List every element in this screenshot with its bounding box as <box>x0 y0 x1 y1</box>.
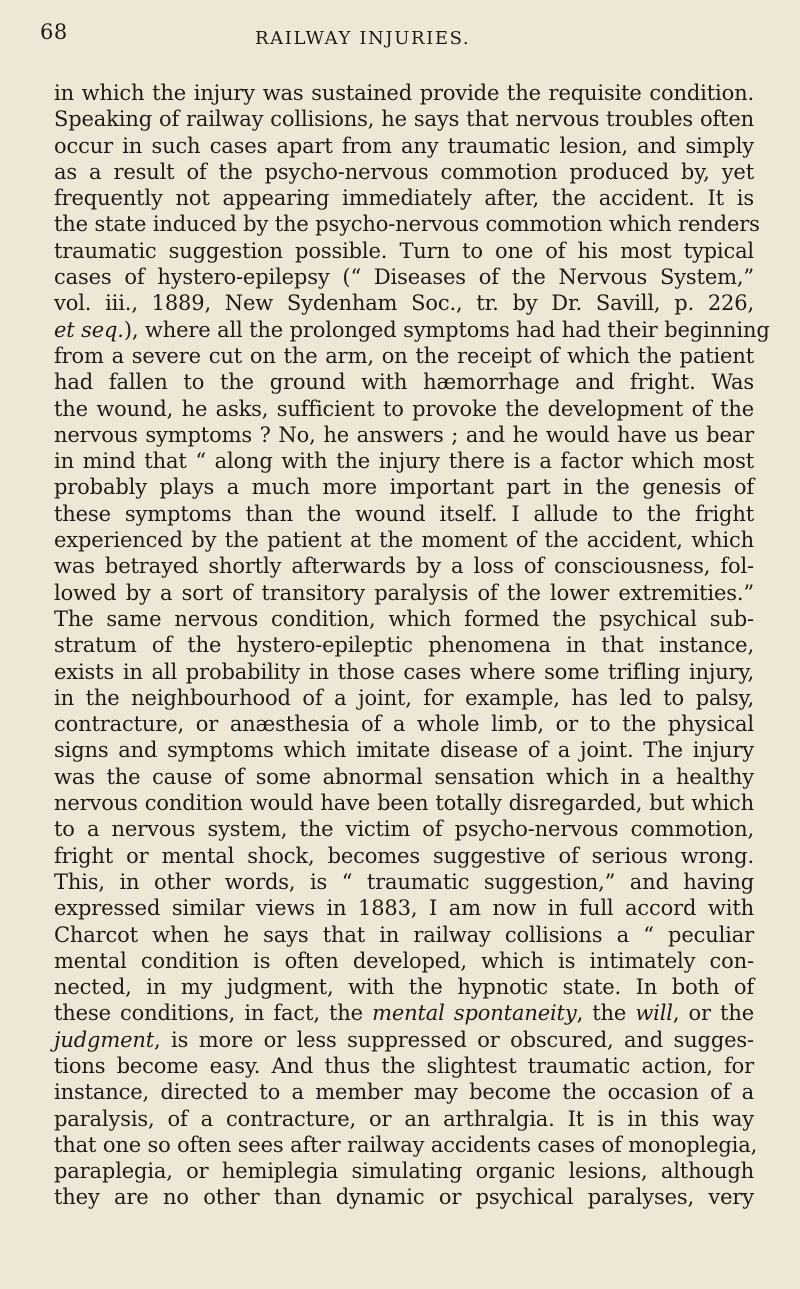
text-line: these conditions, in fact, the mental spontaneity, the will, or the <box>54 1001 754 1026</box>
text-line: had fallen to the ground with hæmorrhage and fright. Was <box>54 370 754 395</box>
text-line: the wound, he asks, sufficient to provoke the development of the <box>54 396 754 421</box>
page-number: 68 <box>40 20 68 44</box>
text-line: as a result of the psycho-nervous commotion produced by, yet <box>54 159 754 184</box>
text-line: contracture, or anæsthesia of a whole limb, or to the physical <box>54 712 754 737</box>
text-line: judgment, is more or less suppressed or obscured, and sugges- <box>54 1027 754 1052</box>
text-line: tions become easy. And thus the slightest traumatic action, for <box>54 1053 754 1078</box>
text-line: stratum of the hystero-epileptic phenomena in that instance, <box>54 633 754 658</box>
text-line: paralysis, of a contracture, or an arthralgia. It is in this way <box>54 1106 754 1131</box>
text-line: nervous symptoms ? No, he answers ; and he would have us bear <box>54 422 754 447</box>
text-line: in which the injury was sustained provide the requisite condition. <box>54 81 754 105</box>
text-line: experienced by the patient at the moment of the accident, which <box>54 528 754 553</box>
text-line: This, in other words, is “ traumatic suggestion,” and having <box>54 869 754 894</box>
text-line: vol. iii., 1889, New Sydenham Soc., tr. by Dr. Savill, p. 226, <box>54 291 754 316</box>
text-line: cases of hystero-epilepsy (“ Diseases of the Nervous System,” <box>54 265 754 290</box>
text-line: nected, in my judgment, with the hypnotic state. In both of <box>54 975 754 1000</box>
text-line: paraplegia, or hemiplegia simulating organic lesions, although <box>54 1159 754 1184</box>
text-line: Charcot when he says that in railway collisions a “ peculiar <box>54 922 754 947</box>
text-line: in the neighbourhood of a joint, for example, has led to palsy, <box>54 685 754 710</box>
text-line: the state induced by the psycho-nervous commotion which renders <box>54 212 760 237</box>
text-line: occur in such cases apart from any traumatic lesion, and simply <box>54 133 754 158</box>
text-line: frequently not appearing immediately after, the accident. It is <box>54 186 754 211</box>
text-line: from a severe cut on the arm, on the receipt of which the patient <box>54 343 754 368</box>
running-head: RAILWAY INJURIES. <box>255 28 471 49</box>
text-line: was the cause of some abnormal sensation which in a healthy <box>54 764 754 789</box>
text-line: lowed by a sort of transitory paralysis of the lower extremities.” <box>54 580 754 605</box>
page-header <box>0 16 800 56</box>
text-line: et seq.), where all the prolonged symptoms had had their beginning <box>54 317 770 342</box>
text-line: to a nervous system, the victim of psycho-nervous commotion, <box>54 817 754 842</box>
text-line: fright or mental shock, becomes suggestive of serious wrong. <box>54 843 754 868</box>
text-line: The same nervous condition, which formed the psychical sub- <box>54 606 754 631</box>
text-line: instance, directed to a member may become the occasion of a <box>54 1080 754 1105</box>
text-line: that one so often sees after railway accidents cases of monoplegia, <box>54 1132 758 1157</box>
text-line: nervous condition would have been totally disregarded, but which <box>54 791 754 816</box>
text-line: mental condition is often developed, which is intimately con- <box>54 948 754 973</box>
text-line: expressed similar views in 1883, I am now in full accord with <box>54 896 754 921</box>
text-line: signs and symptoms which imitate disease of a joint. The injury <box>54 738 754 763</box>
text-line: probably plays a much more important part in the genesis of <box>54 475 754 500</box>
text-line: they are no other than dynamic or psychical paralyses, very <box>54 1185 754 1210</box>
body-text <box>54 80 770 1211</box>
text-line: in mind that “ along with the injury there is a factor which most <box>54 449 754 474</box>
text-line: traumatic suggestion possible. Turn to one of his most typical <box>54 238 754 263</box>
text-line: was betrayed shortly afterwards by a loss of consciousness, fol- <box>54 554 754 579</box>
text-line: Speaking of railway collisions, he says that nervous troubles often <box>54 107 754 132</box>
text-line: these symptoms than the wound itself. I allude to the fright <box>54 501 754 526</box>
text-line: exists in all probability in those cases where some trifling injury, <box>54 659 754 684</box>
